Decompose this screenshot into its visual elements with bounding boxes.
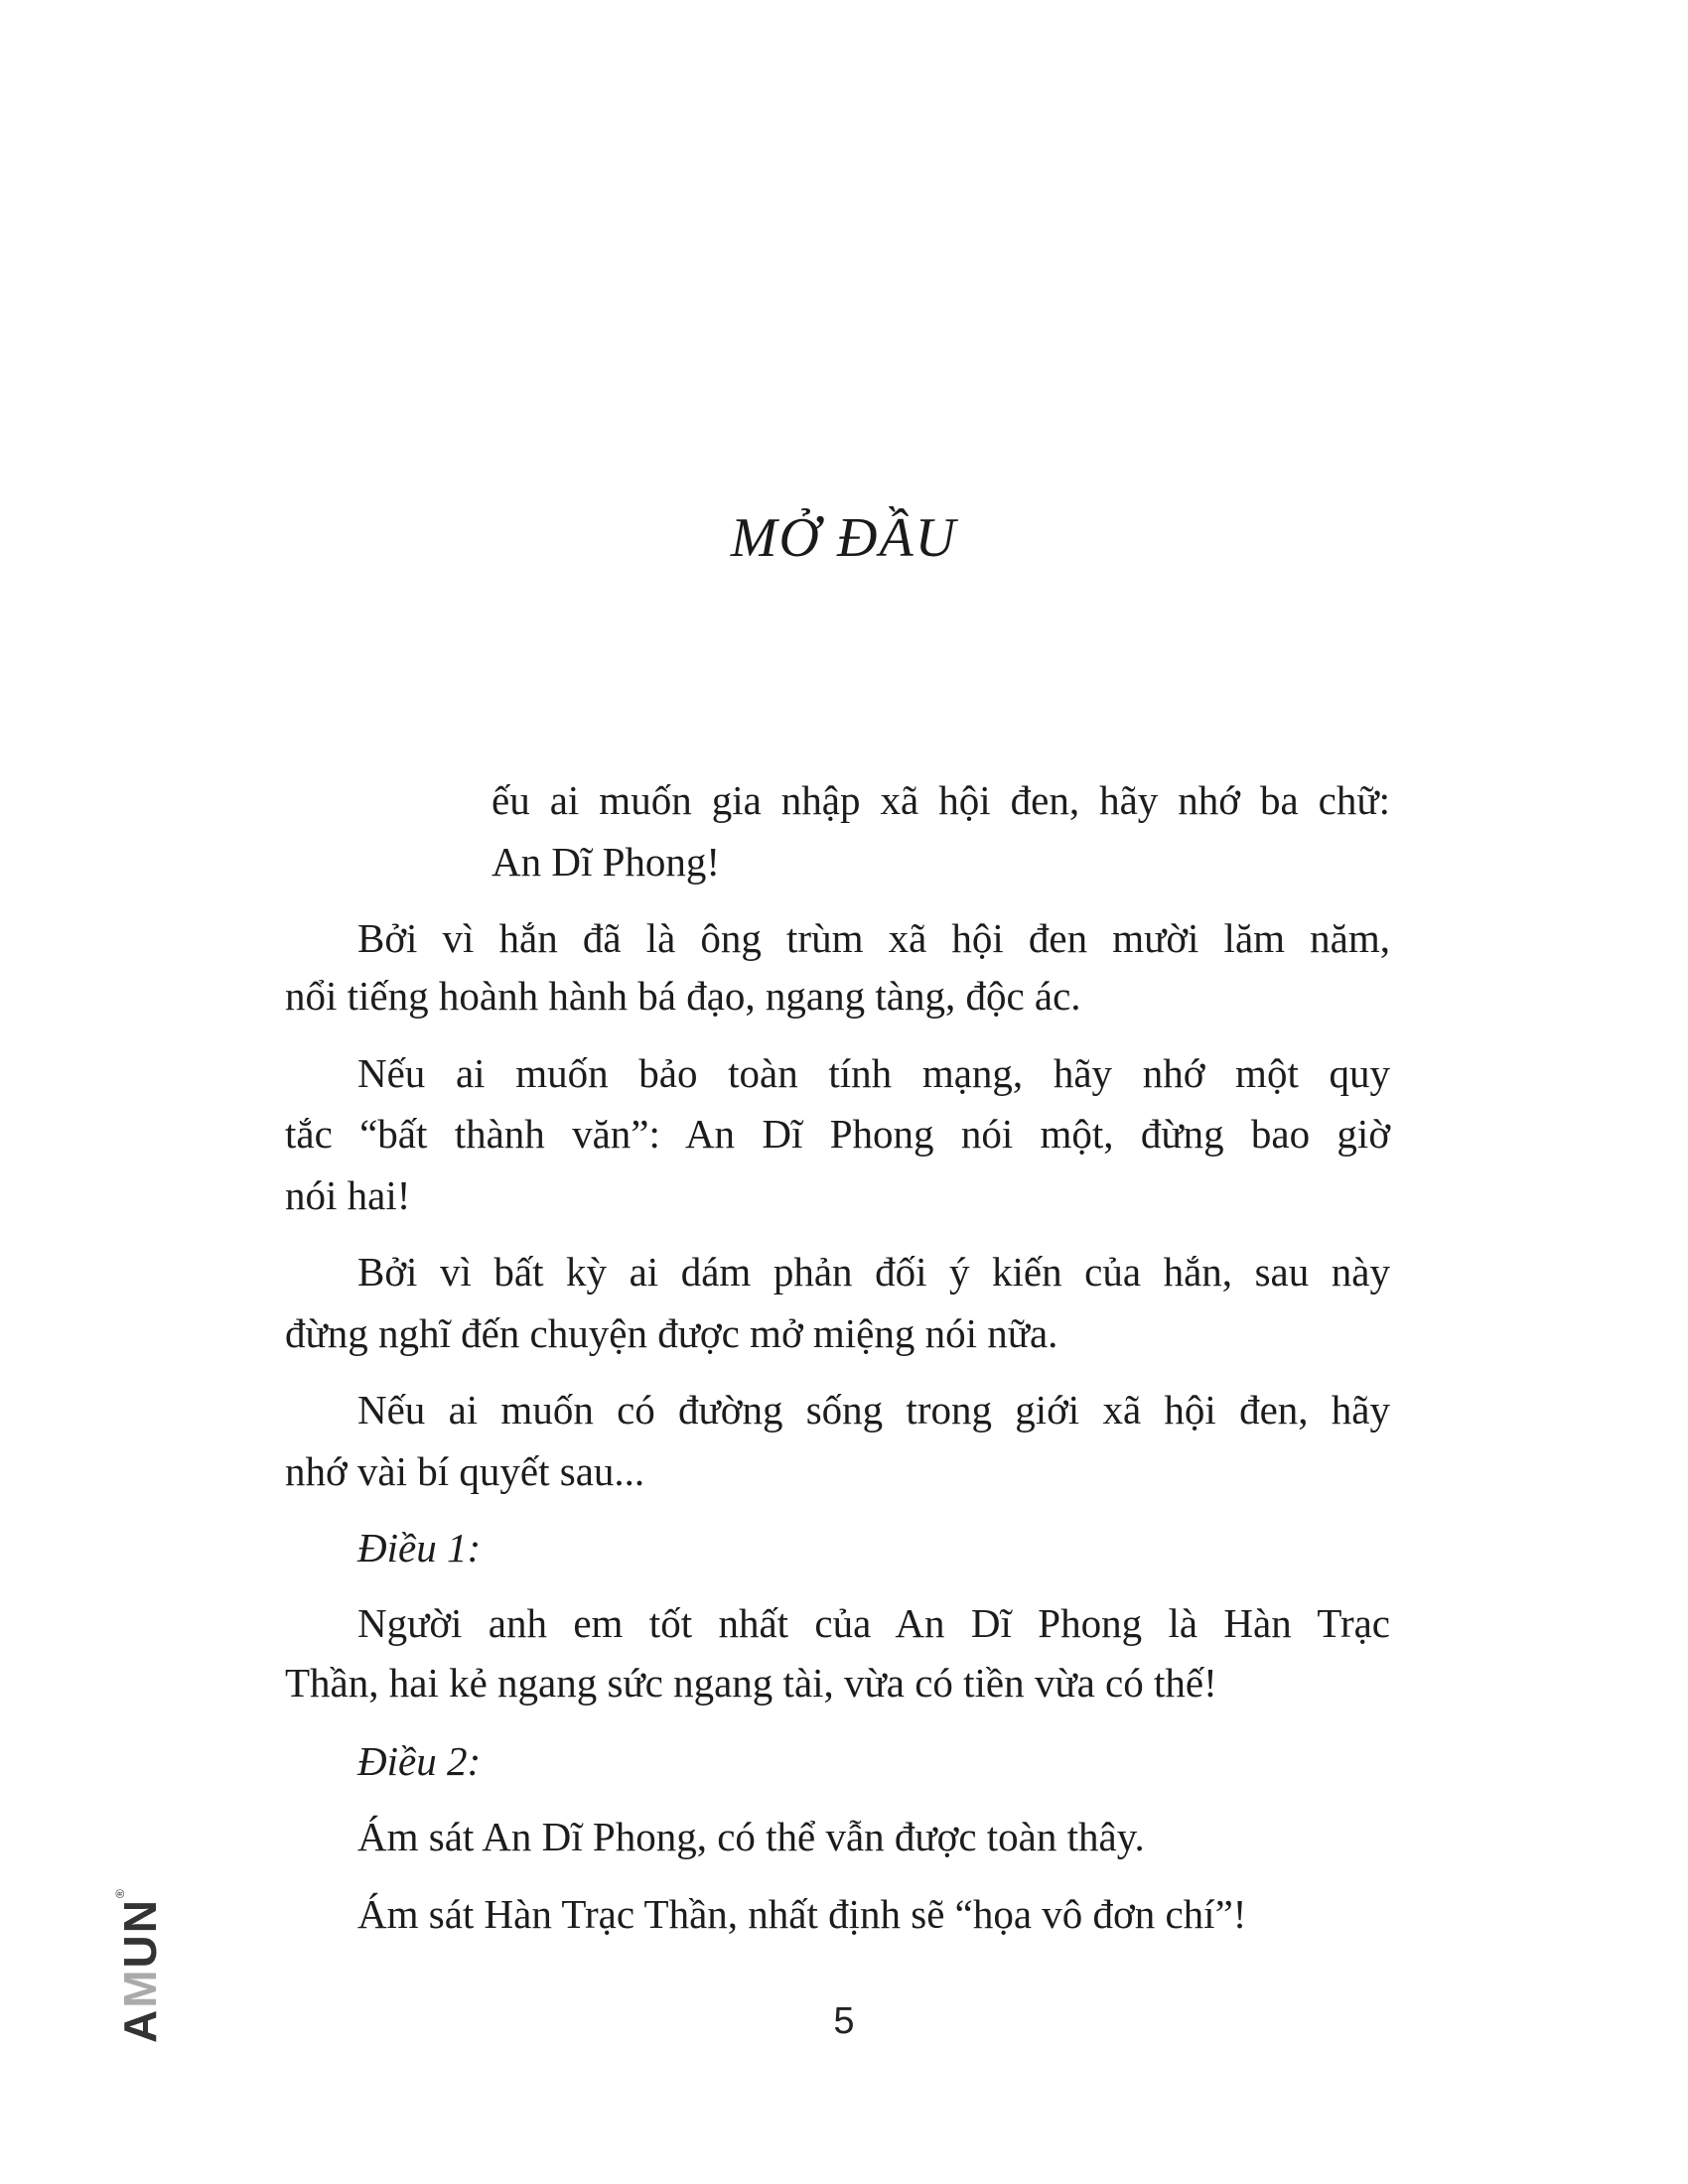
- text-line: Nếu ai muốn có đường sống trong giới xã hội đen, hãy: [357, 1387, 1390, 1433]
- registered-mark: ®: [113, 1887, 127, 1898]
- text-line: đừng nghĩ đến chuyện được mở miệng nói nữa.: [285, 1310, 1058, 1356]
- text-line: Người anh em tốt nhất của An Dĩ Phong là Hàn Trạc: [357, 1600, 1390, 1646]
- text-line: tắc “bất thành văn”: An Dĩ Phong nói một, đừng bao giờ: [285, 1111, 1390, 1157]
- page-number: 5: [833, 2000, 855, 2042]
- logo-letter: M: [114, 1968, 166, 2008]
- section-label: Điều 2:: [357, 1738, 482, 1784]
- text-line: nhớ vài bí quyết sau...: [285, 1448, 645, 1494]
- text-line: Thần, hai kẻ ngang sức ngang tài, vừa có tiền vừa có thế!: [285, 1660, 1217, 1706]
- text-line: Ám sát An Dĩ Phong, có thể vẫn được toàn thây.: [357, 1814, 1145, 1859]
- publisher-logo: [113, 1887, 167, 2043]
- logo-letter: UN: [114, 1897, 166, 1969]
- text-line: Bởi vì hắn đã là ông trùm xã hội đen mười lăm năm,: [357, 915, 1390, 961]
- text-line: Nếu ai muốn bảo toàn tính mạng, hãy nhớ một quy: [357, 1050, 1390, 1096]
- text-line: An Dĩ Phong!: [492, 839, 721, 885]
- text-line: nổi tiếng hoành hành bá đạo, ngang tàng, độc ác.: [285, 973, 1081, 1019]
- logo-letter: A: [114, 2007, 166, 2043]
- text-line: Bởi vì bất kỳ ai dám phản đối ý kiến của hắn, sau này: [357, 1249, 1390, 1295]
- text-line: Ám sát Hàn Trạc Thần, nhất định sẽ “họa vô đơn chí”!: [357, 1891, 1247, 1937]
- section-label: Điều 1:: [357, 1525, 482, 1570]
- text-line: nói hai!: [285, 1172, 411, 1218]
- chapter-title: MỞ ĐẦU: [730, 507, 958, 569]
- text-line: ếu ai muốn gia nhập xã hội đen, hãy nhớ ba chữ:: [492, 777, 1390, 823]
